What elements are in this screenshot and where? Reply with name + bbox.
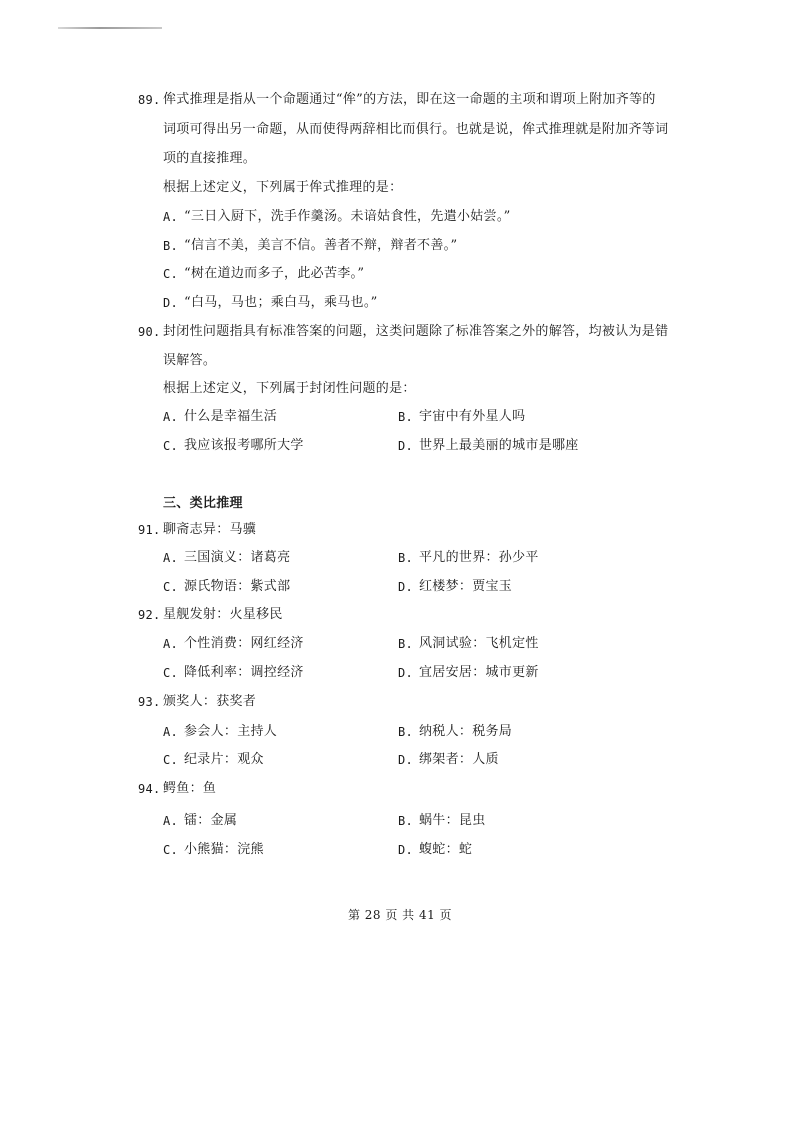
q94-number: 94. [138, 782, 161, 796]
q93-number: 93. [138, 695, 161, 709]
q90-number: 90. [138, 325, 161, 339]
q90-option-b-label: B. [398, 410, 414, 424]
q94-option-a-label: A. [163, 814, 179, 828]
q92-option-a-text: 个性消费：网红经济 [184, 636, 304, 651]
section-heading: 三、类比推理 [163, 496, 243, 511]
q94-option-d-label: D. [398, 843, 414, 857]
q92-number: 92. [138, 608, 161, 622]
q93-option-c-text: 纪录片：观众 [184, 752, 264, 767]
q91-option-a-label: A. [163, 551, 179, 565]
q89-stem-line2: 词项可得出另一命题，从而使得两辞相比而俱行。也就是说，侔式推理就是附加齐等词 [163, 122, 669, 137]
q91-number: 91. [138, 523, 161, 537]
q91-option-d-text: 红楼梦：贾宝玉 [419, 579, 513, 594]
q90-option-b-text: 宇宙中有外星人吗 [419, 409, 526, 424]
q89-option-b-text: “信言不美，美言不信。善者不辩，辩者不善。” [184, 238, 458, 253]
q90-stem-line2: 误解答。 [163, 353, 217, 368]
q94-option-b-text: 蜗牛：昆虫 [419, 813, 486, 828]
q90-prompt: 根据上述定义，下列属于封闭性问题的是： [163, 381, 416, 396]
q90-option-a-label: A. [163, 410, 179, 424]
q89-option-a-text: “三日入厨下，洗手作羹汤。未谙姑食性，先遣小姑尝。” [184, 209, 511, 224]
q89-option-c-text: “树在道边而多子，此必苦李。” [184, 266, 365, 281]
q89-option-d-text: “白马，马也；乘白马，乘马也。” [184, 295, 378, 310]
q91-option-d-label: D. [398, 580, 414, 594]
page-number-footer: 第 28 页 共 41 页 [347, 908, 453, 922]
q91-option-a-text: 三国演义：诸葛亮 [184, 550, 291, 565]
q90-option-c-text: 我应该报考哪所大学 [184, 438, 304, 453]
q91-option-c-label: C. [163, 580, 179, 594]
q92-option-b-label: B. [398, 637, 414, 651]
q91-option-b-text: 平凡的世界：孙少平 [419, 550, 539, 565]
q93-option-d-label: D. [398, 753, 414, 767]
q91-stem: 聊斋志异：马骥 [163, 522, 257, 537]
q93-option-d-text: 绑架者：人质 [419, 752, 499, 767]
q94-stem: 鳄鱼：鱼 [163, 781, 217, 796]
q93-option-a-text: 参会人：主持人 [184, 724, 278, 739]
q91-option-b-label: B. [398, 551, 414, 565]
q94-option-d-text: 蝮蛇：蛇 [419, 842, 473, 857]
q90-option-a-text: 什么是幸福生活 [184, 409, 278, 424]
q92-stem: 星舰发射：火星移民 [163, 607, 283, 622]
q92-option-a-label: A. [163, 637, 179, 651]
q92-option-c-text: 降低利率：调控经济 [184, 665, 304, 680]
q89-option-b-label: B. [163, 239, 179, 253]
q93-option-b-text: 纳税人：税务局 [419, 724, 513, 739]
q89-option-c-label: C. [163, 267, 179, 281]
q92-option-c-label: C. [163, 666, 179, 680]
q90-option-c-label: C. [163, 439, 179, 453]
q89-stem-line1: 侔式推理是指从一个命题通过“侔”的方法，即在这一命题的主项和谓项上附加齐等的 [163, 92, 656, 107]
q93-option-a-label: A. [163, 725, 179, 739]
q89-stem-line3: 项的直接推理。 [163, 151, 257, 166]
q90-stem-line1: 封闭性问题指具有标准答案的问题，这类问题除了标准答案之外的解答，均被认为是错 [163, 324, 669, 339]
q90-option-d-label: D. [398, 439, 414, 453]
q93-option-c-label: C. [163, 753, 179, 767]
q93-option-b-label: B. [398, 725, 414, 739]
q89-number: 89. [138, 93, 161, 107]
q92-option-b-text: 风洞试验：飞机定性 [419, 636, 539, 651]
q91-option-c-text: 源氏物语：紫式部 [184, 579, 291, 594]
q94-option-b-label: B. [398, 814, 414, 828]
q89-option-d-label: D. [163, 296, 179, 310]
q92-option-d-label: D. [398, 666, 414, 680]
q89-prompt: 根据上述定义，下列属于侔式推理的是： [163, 180, 403, 195]
q94-option-a-text: 镭：金属 [184, 813, 238, 828]
q93-stem: 颁奖人：获奖者 [163, 694, 257, 709]
q92-option-d-text: 宜居安居：城市更新 [419, 665, 539, 680]
q89-option-a-label: A. [163, 210, 179, 224]
q90-option-d-text: 世界上最美丽的城市是哪座 [419, 438, 579, 453]
q94-option-c-label: C. [163, 843, 179, 857]
q94-option-c-text: 小熊猫：浣熊 [184, 842, 264, 857]
